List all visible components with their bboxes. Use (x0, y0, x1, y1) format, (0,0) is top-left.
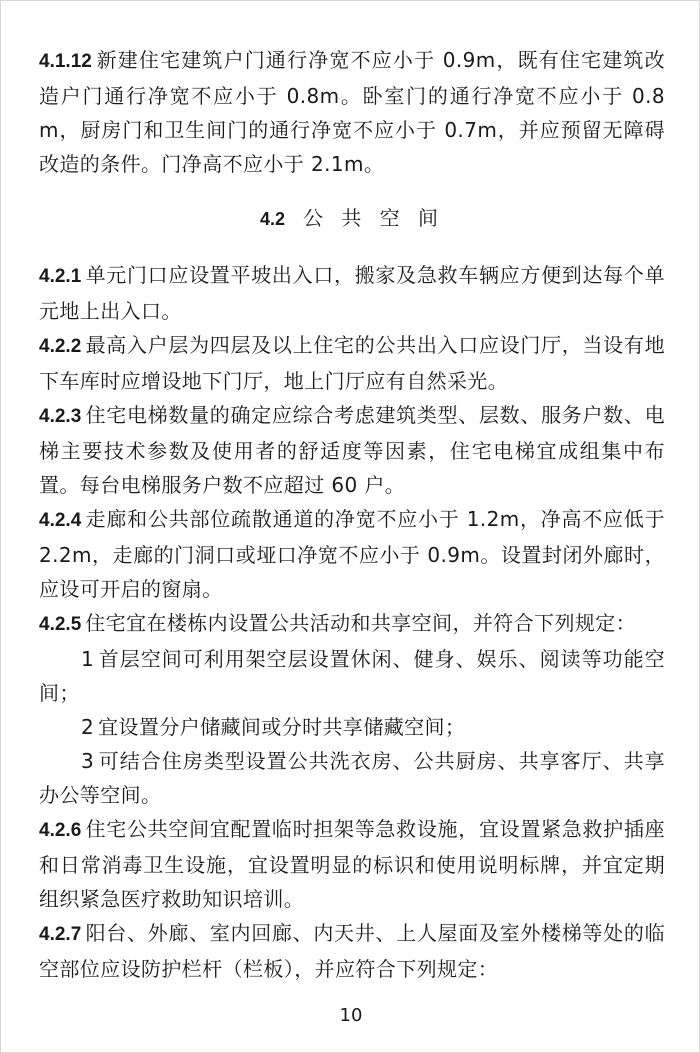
clause-text: 住宅公共空间宜配置临时担架等急救设施，宜设置紧急救护插座和日常消毒卫生设施，宜设置明显的标识和使用说明标牌，并宜定期组织紧急医疗救助知识培训。 (39, 817, 665, 911)
section-title-text: 公 共 空 间 (302, 206, 445, 230)
list-item-text: 可结合住房类型设置公共洗衣房、公共厨房、共享客厅、共享办公等空间。 (39, 749, 665, 807)
clause-number: 4.2.4 (39, 510, 82, 531)
list-item (39, 642, 665, 710)
clause-number: 4.1.12 (39, 51, 92, 72)
clause-text: 住宅电梯数量的确定应综合考虑建筑类型、层数、服务户数、电梯主要技术参数及使用者的舒适度等因素，住宅电梯宜成组集中布置。每台电梯服务户数不应超过 60 户。 (39, 403, 665, 497)
clause-text: 最高入户层为四层及以上住宅的公共出入口应设门厅，当设有地下车库时应增设地下门厅，地上门厅应有自然采光。 (39, 333, 665, 393)
clause-4-2-4 (39, 502, 665, 606)
clause-4-2-7 (39, 916, 665, 986)
clause-number: 4.2.2 (39, 336, 82, 357)
list-item-text: 宜设置分户储藏间或分时共享储藏空间； (98, 715, 466, 739)
clause-text: 单元门口应设置平坡出入口，搬家及急救车辆应方便到达每个单元地上出入口。 (39, 263, 665, 323)
clause-4-2-1 (39, 258, 665, 328)
list-item-number: 1 (81, 647, 95, 671)
clause-text: 新建住宅建筑户门通行净宽不应小于 0.9m，既有住宅建筑改造户门通行净宽不应小于 0.8m。卧室门的通行净宽不应小于 0.8m，厨房门和卫生间门的通行净宽不应小于 0.7m，并应预留无障碍改造的条件。门净高不应小于 2.1m。 (39, 48, 665, 176)
section-heading (39, 201, 665, 236)
list-item-number: 2 (81, 715, 95, 739)
page-number: 10 (339, 1005, 363, 1026)
section-number: 4.2 (259, 209, 285, 229)
clause-text: 阳台、外廊、室内回廊、内天井、上人屋面及室外楼梯等处的临空部位应设防护栏杆（栏板），并应符合下列规定： (39, 921, 665, 981)
page-content (39, 43, 665, 986)
clause-4-2-5 (39, 606, 665, 642)
clause-4-2-6 (39, 812, 665, 916)
clause-number: 4.2.6 (39, 820, 82, 841)
clause-number: 4.2.5 (39, 614, 82, 635)
list-item (39, 710, 665, 744)
clause-number: 4.2.7 (39, 924, 82, 945)
clause-4-1-12 (39, 43, 665, 181)
clause-text: 走廊和公共部位疏散通道的净宽不应小于 1.2m，净高不应低于 2.2m，走廊的门洞口或垭口净宽不应小于 0.9m。设置封闭外廊时，应设可开启的窗扇。 (39, 507, 665, 601)
list-item (39, 744, 665, 812)
clause-4-2-2 (39, 328, 665, 398)
clause-4-2-3 (39, 398, 665, 502)
clause-number: 4.2.3 (39, 406, 82, 427)
clause-number: 4.2.1 (39, 266, 82, 287)
clause-text: 住宅宜在楼栋内设置公共活动和共享空间，并符合下列规定： (85, 611, 637, 635)
list-item-number: 3 (81, 749, 95, 773)
list-item-text: 首层空间可利用架空层设置休闲、健身、娱乐、阅读等功能空间； (39, 647, 665, 705)
